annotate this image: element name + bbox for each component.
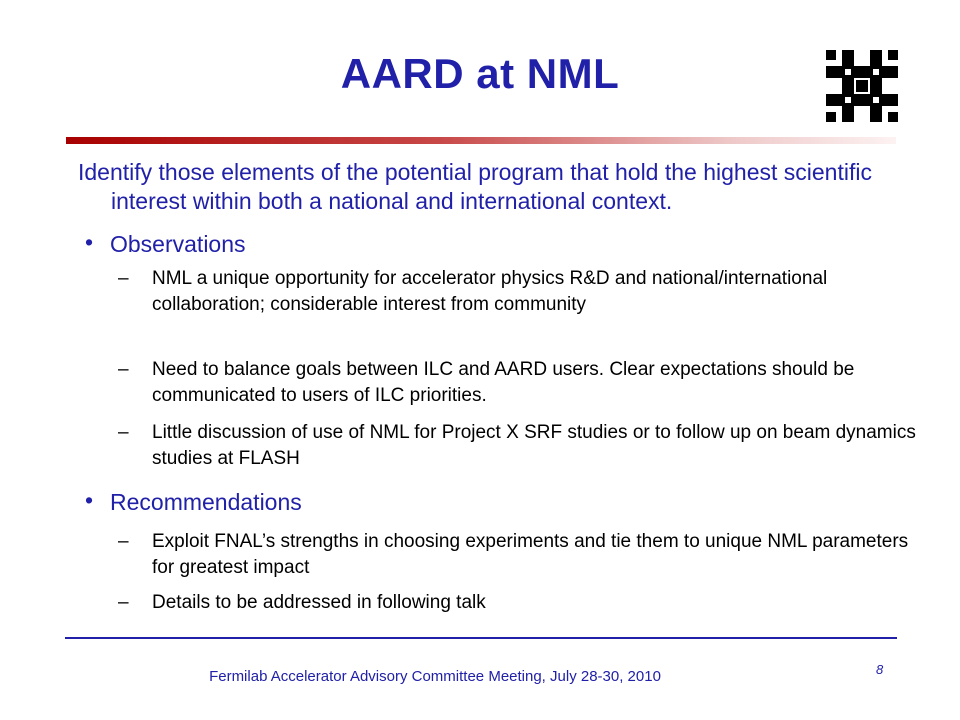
section-heading-observations: Observations [110,231,246,257]
list-item [118,590,922,616]
dash-marker: – [118,422,129,443]
title-divider [66,137,896,144]
footer-divider [65,637,897,639]
dash-marker: – [118,531,129,552]
dash-marker: – [118,592,129,613]
section-heading-recommendations: Recommendations [110,489,302,515]
slide-title: AARD at NML [340,50,620,97]
footer-text: Fermilab Accelerator Advisory Committee Meeting, July 28-30, 2010 [209,668,661,685]
list-item-text: Need to balance goals between ILC and AARD users. Clear expectations should be communicated to users of ILC priorities. [152,359,855,406]
dash-marker: – [118,359,129,380]
list-item [118,529,922,581]
list-item [118,266,922,318]
list-item [118,420,922,472]
list-item-text: Little discussion of use of NML for Project X SRF studies or to follow up on beam dynamics studies at FLASH [152,422,916,469]
dash-marker: – [118,268,129,289]
list-item [118,357,922,409]
page-number: 8 [876,662,884,677]
list-item-text: Exploit FNAL’s strengths in choosing experiments and tie them to unique NML parameters for greatest impact [152,531,909,578]
fermilab-logo-icon [826,50,898,122]
list-item-text: NML a unique opportunity for accelerator physics R&D and national/international collaboration; considerable interest from community [152,268,828,315]
bullet-recommendations: • [85,487,94,513]
list-item-text: Details to be addressed in following talk [152,592,486,613]
intro-text: Identify those elements of the potential program that hold the highest scientific interest within both a national and international context. [78,159,872,214]
bullet-observations: • [85,229,94,255]
